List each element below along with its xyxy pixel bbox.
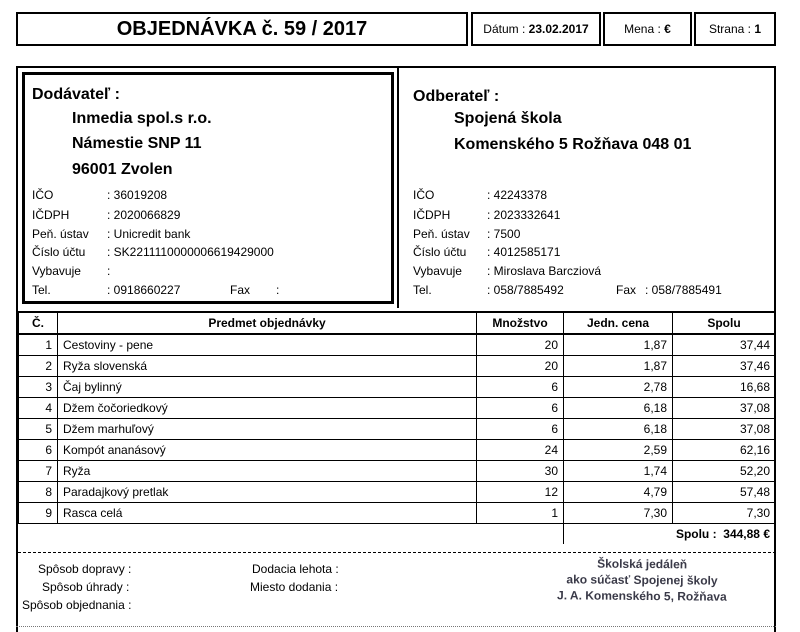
- supplier-ico-label: IČO: [32, 188, 54, 202]
- row-total: 57,48: [673, 482, 776, 503]
- row-item: Cestoviny - pene: [58, 334, 477, 356]
- supplier-ico-value: : 36019208: [107, 188, 168, 202]
- date-label: Dátum :: [483, 22, 526, 36]
- supplier-tel-value: : 0918660227: [107, 283, 181, 297]
- row-unit-price: 2,78: [564, 377, 673, 398]
- buyer-bank-label: Peň. ústav: [413, 227, 470, 241]
- buyer-account-value: : 4012585171: [487, 245, 561, 259]
- buyer-bank-value: : 7500: [487, 227, 521, 241]
- supplier-account-label: Číslo účtu: [32, 245, 86, 259]
- order-method-label: Spôsob objednania :: [22, 598, 132, 612]
- currency-label: Mena :: [624, 22, 661, 36]
- row-total: 37,08: [673, 398, 776, 419]
- row-item: Džem marhuľový: [58, 419, 477, 440]
- buyer-handler-value: : Miroslava Barcziová: [487, 264, 602, 278]
- supplier-handler-value: :: [107, 264, 111, 278]
- date-box: [471, 12, 601, 46]
- col-total-header: Spolu: [673, 312, 776, 334]
- supplier-fax-value: :: [276, 283, 280, 297]
- row-quantity: 20: [477, 356, 564, 377]
- col-index-header: Č.: [19, 312, 58, 334]
- page-field: [696, 14, 774, 44]
- col-item-header: Predmet objednávky: [58, 312, 477, 334]
- table-row: [19, 398, 776, 419]
- col-quantity-header: Množstvo: [477, 312, 564, 334]
- row-unit-price: 1,74: [564, 461, 673, 482]
- supplier-heading: Dodávateľ :: [32, 86, 120, 103]
- row-index: 5: [19, 419, 58, 440]
- row-total: 37,08: [673, 419, 776, 440]
- row-quantity: 6: [477, 377, 564, 398]
- order-title: OBJEDNÁVKA č. 59 / 2017: [116, 18, 368, 40]
- row-unit-price: 7,30: [564, 503, 673, 524]
- row-item: Kompót ananásový: [58, 440, 477, 461]
- table-row: [19, 356, 776, 377]
- table-row: [19, 377, 776, 398]
- row-unit-price: 1,87: [564, 356, 673, 377]
- buyer-name: Spojená škola: [454, 110, 562, 127]
- buyer-ico-label: IČO: [413, 188, 435, 202]
- row-unit-price: 2,59: [564, 440, 673, 461]
- stamp-line-2: ako súčasť Spojenej školy: [566, 572, 718, 588]
- supplier-name: Inmedia spol.s r.o.: [72, 110, 212, 127]
- supplier-bank-label: Peň. ústav: [32, 227, 89, 241]
- supplier-icdph-value: : 2020066829: [107, 208, 181, 222]
- row-index: 4: [19, 398, 58, 419]
- party-divider: [397, 68, 399, 308]
- row-item: Čaj bylinný: [58, 377, 477, 398]
- row-index: 3: [19, 377, 58, 398]
- row-total: 62,16: [673, 440, 776, 461]
- buyer-handler-label: Vybavuje: [413, 264, 462, 278]
- currency-field: [605, 14, 690, 44]
- buyer-ico-value: : 42243378: [487, 188, 548, 202]
- stamp-line-3: J. A. Komenského 5, Rožňava: [556, 588, 727, 604]
- total-row: [19, 524, 776, 545]
- row-total: 37,44: [673, 334, 776, 356]
- page-box: [694, 12, 776, 46]
- payment-label: Spôsob úhrady :: [42, 580, 130, 594]
- row-quantity: 1: [477, 503, 564, 524]
- row-item: Džem čočoriedkový: [58, 398, 477, 419]
- buyer-fax-value: : 058/7885491: [645, 283, 722, 297]
- footer-divider: [18, 552, 776, 553]
- row-index: 9: [19, 503, 58, 524]
- supplier-handler-label: Vybavuje: [32, 264, 81, 278]
- page-value: 1: [754, 22, 762, 36]
- row-quantity: 20: [477, 334, 564, 356]
- row-quantity: 6: [477, 419, 564, 440]
- supplier-icdph-label: IČDPH: [32, 208, 70, 222]
- supplier-account-value: : SK2211110000006619429000: [107, 245, 274, 259]
- table-row: [19, 419, 776, 440]
- items-table: [18, 311, 776, 544]
- transport-label: Spôsob dopravy :: [38, 562, 132, 576]
- supplier-street: Námestie SNP 11: [72, 135, 202, 152]
- table-row: [19, 503, 776, 524]
- table-header-row: [19, 312, 776, 334]
- school-stamp: [522, 555, 762, 605]
- row-item: Rasca celá: [58, 503, 477, 524]
- date-field: [473, 14, 599, 44]
- row-quantity: 6: [477, 398, 564, 419]
- buyer-icdph-label: IČDPH: [413, 208, 451, 222]
- row-index: 7: [19, 461, 58, 482]
- row-quantity: 12: [477, 482, 564, 503]
- row-quantity: 24: [477, 440, 564, 461]
- row-quantity: 30: [477, 461, 564, 482]
- supplier-city: 96001 Zvolen: [72, 161, 173, 178]
- table-row: [19, 334, 776, 356]
- row-index: 1: [19, 334, 58, 356]
- row-index: 6: [19, 440, 58, 461]
- stamp-line-1: Školská jedáleň: [597, 556, 688, 572]
- buyer-account-label: Číslo účtu: [413, 245, 467, 259]
- row-unit-price: 6,18: [564, 398, 673, 419]
- buyer-street: Komenského 5 Rožňava 048 01: [454, 136, 692, 153]
- row-item: Ryža slovenská: [58, 356, 477, 377]
- supplier-fax-label: Fax: [230, 283, 251, 297]
- row-total: 16,68: [673, 377, 776, 398]
- delivery-place-label: Miesto dodania :: [250, 580, 339, 594]
- buyer-heading: Odberateľ :: [413, 88, 500, 105]
- col-unit-price-header: Jedn. cena: [564, 312, 673, 334]
- total-value: 344,88 €: [723, 527, 770, 541]
- currency-box: [603, 12, 692, 46]
- table-row: [19, 482, 776, 503]
- total-label: Spolu :: [675, 527, 717, 541]
- date-value: 23.02.2017: [528, 22, 589, 36]
- items-body: [19, 334, 776, 524]
- row-total: 7,30: [673, 503, 776, 524]
- buyer-fax-label: Fax: [616, 283, 637, 297]
- buyer-tel-value: : 058/7885492: [487, 283, 564, 297]
- row-index: 2: [19, 356, 58, 377]
- row-unit-price: 4,79: [564, 482, 673, 503]
- buyer-tel-label: Tel.: [413, 283, 432, 297]
- total-spacer: [19, 524, 564, 545]
- row-item: Paradajkový pretlak: [58, 482, 477, 503]
- supplier-tel-label: Tel.: [32, 283, 51, 297]
- total-cell: [564, 524, 776, 545]
- row-unit-price: 6,18: [564, 419, 673, 440]
- row-total: 37,46: [673, 356, 776, 377]
- delivery-term-label: Dodacia lehota :: [252, 562, 339, 576]
- supplier-bank-value: : Unicredit bank: [107, 227, 191, 241]
- row-total: 52,20: [673, 461, 776, 482]
- row-index: 8: [19, 482, 58, 503]
- bottom-dotted-line: [16, 626, 776, 627]
- table-row: [19, 440, 776, 461]
- table-row: [19, 461, 776, 482]
- page-label: Strana :: [708, 22, 751, 36]
- row-item: Ryža: [58, 461, 477, 482]
- buyer-icdph-value: : 2023332641: [487, 208, 561, 222]
- row-unit-price: 1,87: [564, 334, 673, 356]
- currency-value: €: [664, 22, 671, 36]
